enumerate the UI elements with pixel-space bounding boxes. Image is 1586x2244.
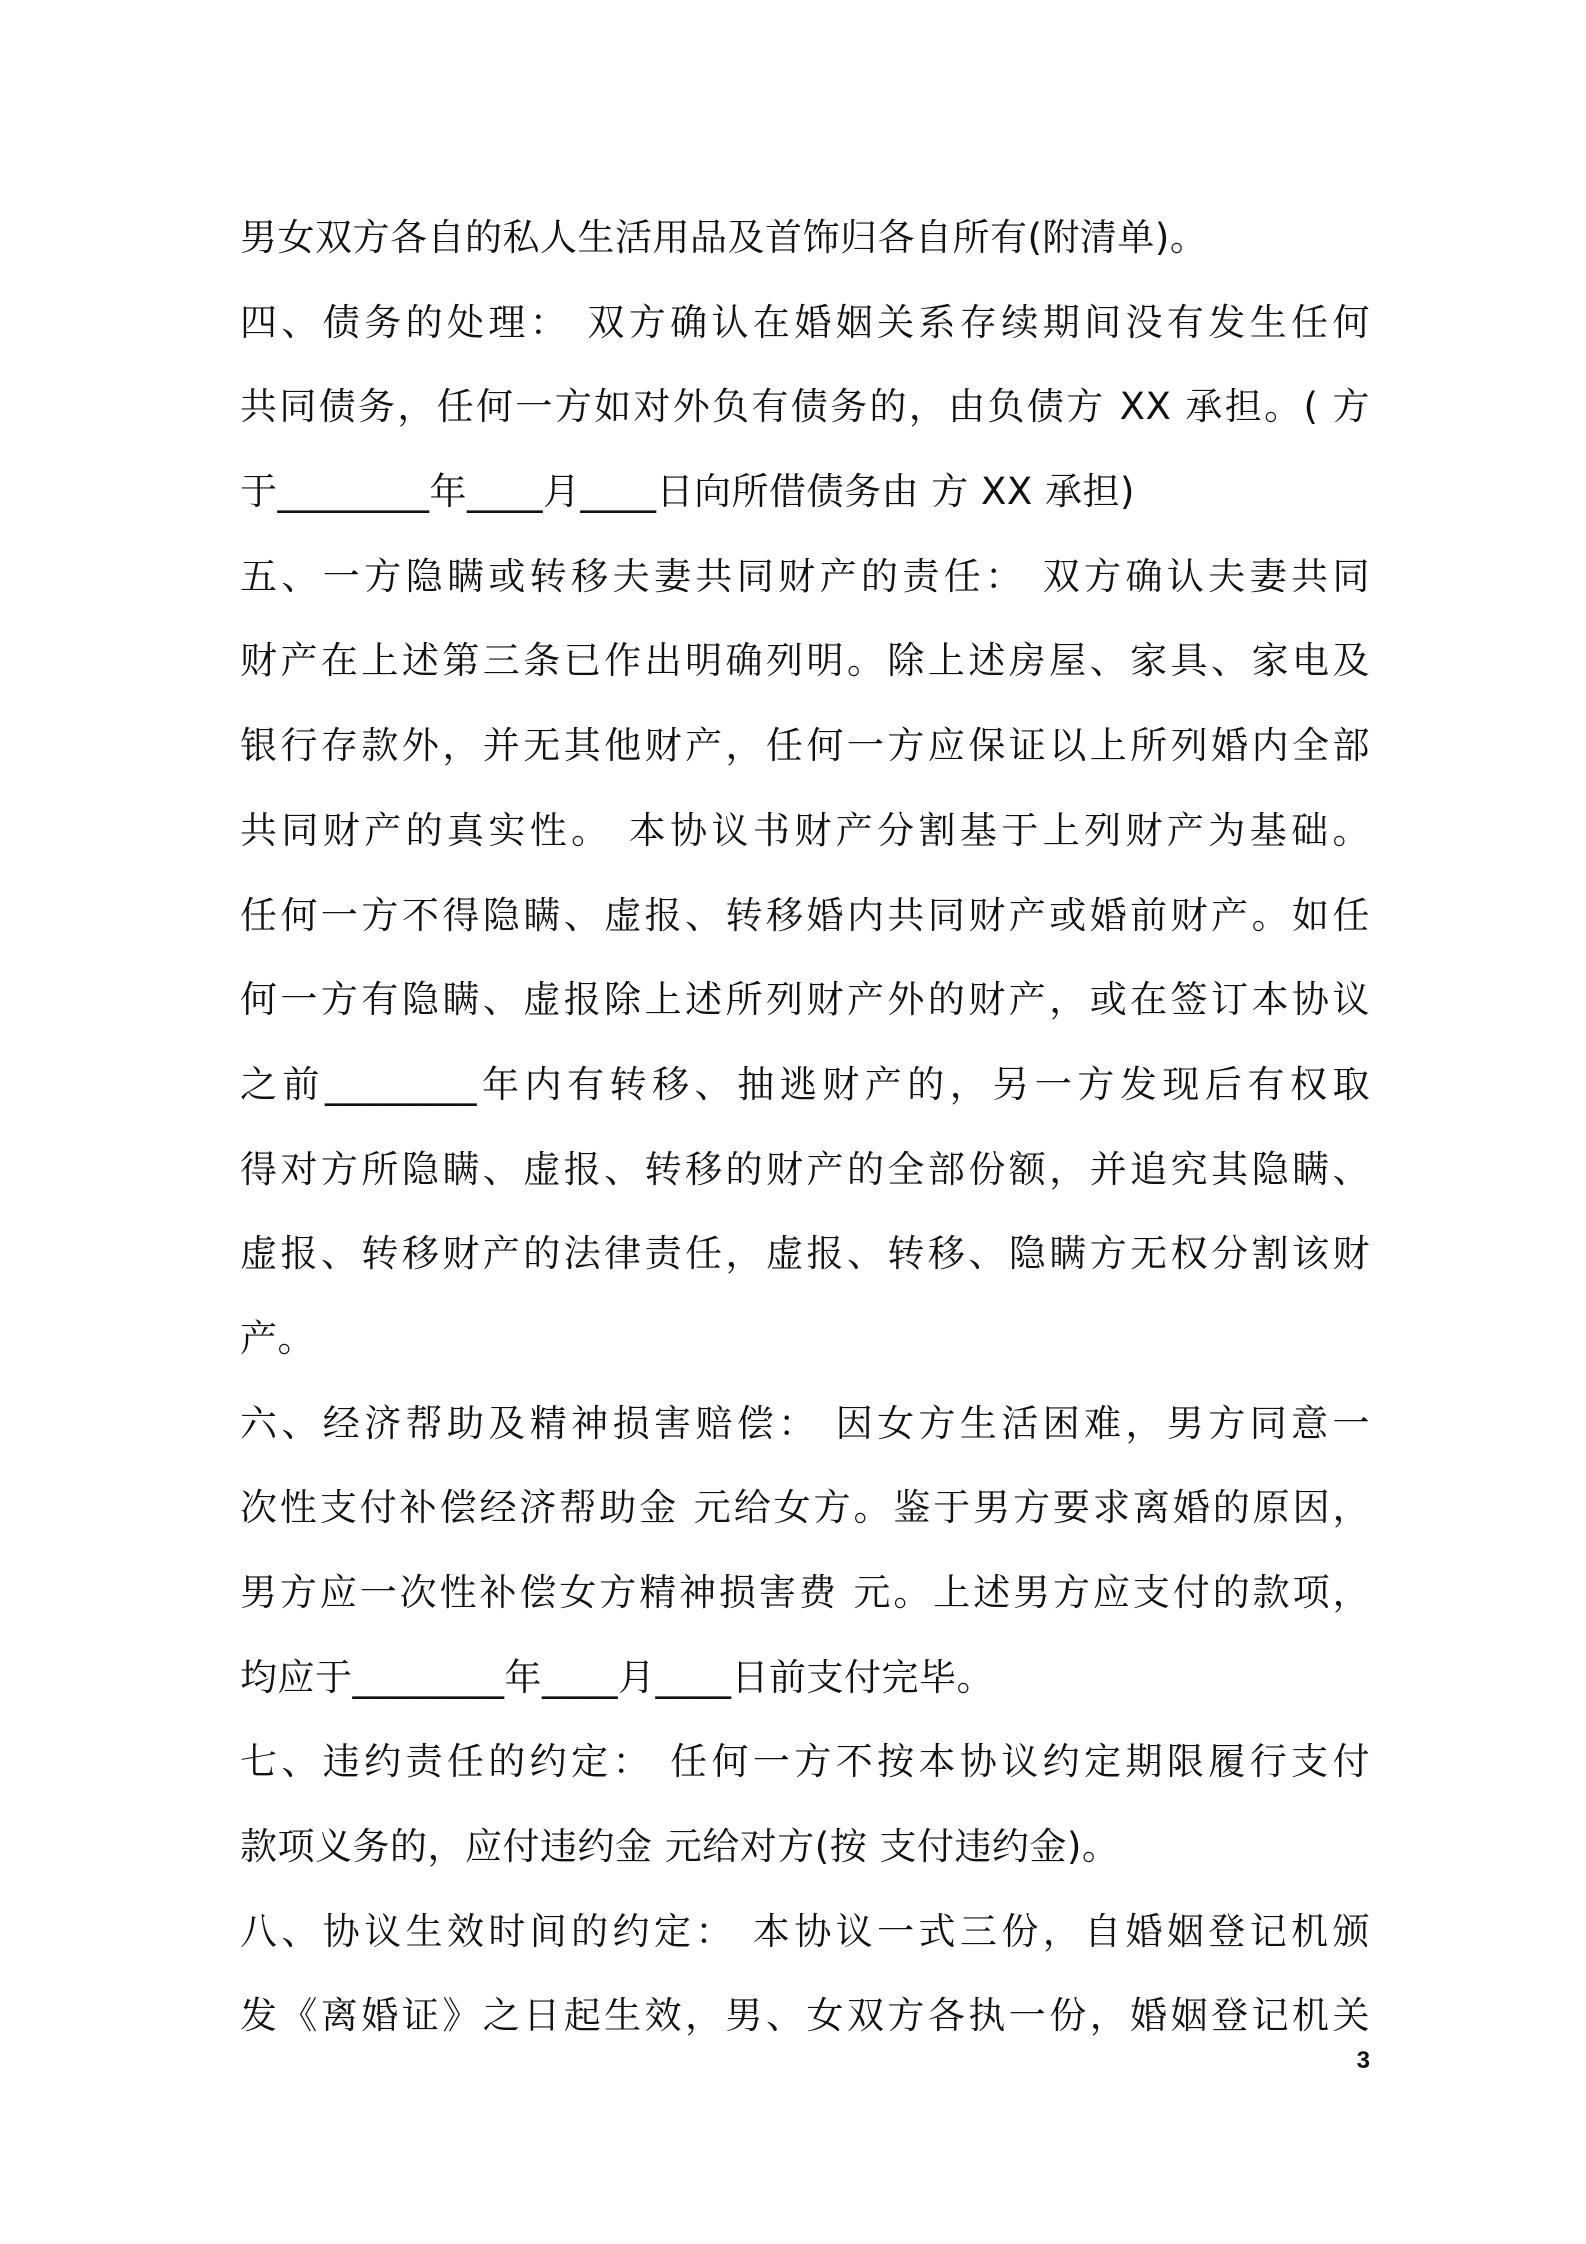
- text-line: 发《离婚证》之日起生效，男、女双方各执一份，婚姻登记机关: [240, 1994, 1370, 2038]
- text-line: 次性支付补偿经济帮助金 元给女方。鉴于男方要求离婚的原因，: [240, 1486, 1370, 1530]
- text-line: 之前________年内有转移、抽逃财产的，另一方发现后有权取: [240, 1062, 1370, 1106]
- text-line: 共同财产的真实性。 本协议书财产分割基于上列财产为基础。: [240, 808, 1370, 852]
- text-line: 七、违约责任的约定： 任何一方不按本协议约定期限履行支付: [240, 1740, 1370, 1784]
- text-line: 六、经济帮助及精神损害赔偿： 因女方生活困难，男方同意一: [240, 1401, 1370, 1445]
- text-line: 产。: [240, 1316, 315, 1360]
- page-number: 3: [1356, 2047, 1370, 2074]
- text-line: 何一方有隐瞒、虚报除上述所列财产外的财产，或在签订本协议: [240, 978, 1370, 1022]
- text-line: 得对方所隐瞒、虚报、转移的财产的全部份额，并追究其隐瞒、: [240, 1147, 1370, 1191]
- text-line: 款项义务的，应付违约金 元给对方(按 支付违约金)。: [240, 1825, 1120, 1869]
- text-line: 男女双方各自的私人生活用品及首饰归各自所有(附清单)。: [240, 216, 1208, 259]
- text-line: 虚报、转移财产的法律责任，虚报、转移、隐瞒方无权分割该财: [240, 1232, 1370, 1276]
- text-line: 共同债务，任何一方如对外负有债务的，由负债方 XX 承担。( 方: [240, 385, 1370, 429]
- text-line: 男方应一次性补偿女方精神损害费 元。上述男方应支付的款项，: [240, 1571, 1370, 1614]
- text-line: 任何一方不得隐瞒、虚报、转移婚内共同财产或婚前财产。如任: [240, 893, 1370, 937]
- text-line: 财产在上述第三条已作出明确列明。除上述房屋、家具、家电及: [240, 639, 1370, 683]
- text-line: 银行存款外，并无其他财产，任何一方应保证以上所列婚内全部: [240, 724, 1370, 768]
- text-line: 于________年____月____日向所借债务由 方 XX 承担): [240, 470, 1135, 514]
- text-line: 均应于________年____月____日前支付完毕。: [240, 1655, 994, 1699]
- text-line: 四、债务的处理： 双方确认在婚姻关系存续期间没有发生任何: [240, 300, 1370, 344]
- text-line: 五、一方隐瞒或转移夫妻共同财产的责任： 双方确认夫妻共同: [240, 554, 1370, 598]
- text-line: 八、协议生效时间的约定： 本协议一式三份，自婚姻登记机颁: [240, 1909, 1370, 1953]
- document-body: [240, 196, 1370, 2059]
